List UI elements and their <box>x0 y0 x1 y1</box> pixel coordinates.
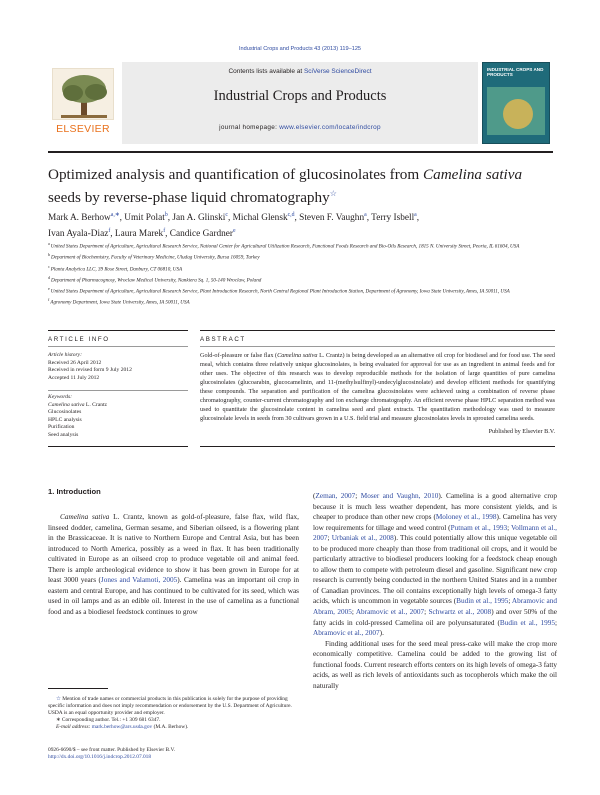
citation-separator: ; <box>355 492 361 500</box>
contents-line <box>122 68 478 75</box>
author-separator: , <box>227 213 233 224</box>
intro-text: ). Camelina has very low requirements for tillage and weed control ( <box>313 513 557 532</box>
author-separator: , <box>119 213 125 224</box>
keyword-species-suffix: L. Crantz <box>84 401 108 408</box>
footnotes <box>48 696 299 731</box>
author-separator: , <box>416 213 420 224</box>
citation-separator: ; <box>351 608 356 617</box>
affiliation <box>48 263 556 274</box>
journal-citation[interactable]: Industrial Crops and Products 43 (2013) 119–125 <box>238 46 362 52</box>
affiliation-text: United States Department of Agriculture, Agricultural Research Service, National Center for Agricultural Utilization Research, Functional Foods Research and Bio-Oils Research, 1815 N. University Street, Peoria, IL 61604, USA <box>50 243 520 250</box>
cover-title: INDUSTRIAL CROPS AND PRODUCTS <box>487 67 544 78</box>
affiliation-key: d <box>48 274 51 280</box>
citation-link[interactable]: Abramovic et al., 2007 <box>355 608 425 617</box>
affiliation-text: United States Department of Agriculture, Agricultural Research Service, Plant Introduction Research, North Central Regional Plant Introduction Station, Department of Agronomy, Iowa State University, Ames, IA 50011, USA <box>50 288 510 295</box>
citation-link[interactable]: Urbaniak et al., 2008 <box>331 534 394 543</box>
email-footnote <box>48 724 299 731</box>
journal-masthead <box>48 62 553 144</box>
article-history <box>48 352 188 382</box>
footnote-rule <box>48 688 108 689</box>
author-separator: , <box>167 213 173 224</box>
affiliation-key: f <box>48 297 51 303</box>
author-separator: , <box>294 213 300 224</box>
history-accepted: Accepted 11 July 2012 <box>48 374 100 381</box>
intro-text: L. Crantz, known as gold-of-pleasure, false flax, wild flax, linseed dodder, camelina, German sesame, and Siberian oilseed, is a flowering plant in the Brassicaceae. It is native to Northern Europe and Central Asia, but has been introduced to North America, possibly as a weed in flax. It has been traditionally cultivated in Europe as an oilseed crop to produce vegetable oil and animal feed. There is ample archeological evidence to show it has been grown in Europe for at least 3000 years ( <box>48 513 299 585</box>
affiliation-key: e <box>48 286 51 292</box>
masthead-divider <box>48 151 553 153</box>
email-link[interactable]: mark.berhow@ars.usda.gov <box>91 724 153 730</box>
author[interactable] <box>48 229 115 239</box>
author-affiliation-marker[interactable]: e <box>233 228 236 235</box>
published-by: Published by Elsevier B.V. <box>488 428 555 435</box>
issn-line: 0926-6690/$ – see front matter. Published by Elsevier B.V. <box>48 747 176 753</box>
citation-link[interactable]: Putnam et al., 1993 <box>450 523 508 532</box>
intro-paragraph-2: Finding additional uses for the seed meal press-cake will make the crop more economically competitive. Camelina could be added to the growing list of functional foods. Current research efforts centers on its high levels of omega-3 fatty acids, as well as rich levels of antioxidants such as tocopherols which make the oil naturally <box>313 639 557 690</box>
affiliation-key: b <box>48 252 51 258</box>
intro-text: ). <box>379 629 384 638</box>
citation-link[interactable]: Abramovic and Abram, 2005 <box>313 597 557 617</box>
corresponding-footnote <box>48 717 299 724</box>
author-name: Jan A. Glinski <box>172 213 226 224</box>
journal-title: Industrial Crops and Products <box>213 88 387 104</box>
contents-prefix: Contents lists available at <box>228 68 304 75</box>
intro-paragraph-1 <box>48 512 299 617</box>
corresponding-text: Corresponding author. Tel.: +1 309 681 6347. <box>61 717 161 723</box>
email-suffix: (M.A. Berhow). <box>152 724 189 730</box>
author-name: Ivan Ayala-Diaz <box>48 229 109 240</box>
author-name: Laura Marek <box>114 229 164 240</box>
citation-link[interactable]: Schwartz et al., 2008 <box>428 608 492 617</box>
info-top-rule <box>48 330 188 331</box>
citation-link[interactable]: Moloney et al., 1998 <box>435 513 497 522</box>
corresponding-marker: ∗ <box>56 717 61 723</box>
affiliation-key: c <box>48 263 51 269</box>
intro-species: Camelina sativa <box>60 513 110 521</box>
history-received: Received 26 April 2012 <box>48 359 102 366</box>
citation-separator: ; <box>424 608 429 617</box>
citation-link[interactable]: Moser and Vaughn, 2010 <box>360 492 439 500</box>
citation-separator: ; <box>554 618 557 627</box>
history-label: Article history: <box>48 352 83 358</box>
affiliation <box>48 251 556 262</box>
author[interactable] <box>115 229 170 239</box>
affiliation <box>48 240 556 251</box>
affiliation-text: Department of Pharmacognosy, Wroclaw Medical University, Nankiera Sq. 1, 50-140 Wroclaw, Poland <box>51 277 262 284</box>
footnote-marker[interactable]: ☆ <box>56 696 61 702</box>
keyword-species <box>48 402 188 410</box>
author-name: Michal Glensk <box>232 213 288 224</box>
author[interactable] <box>48 213 124 223</box>
keyword: Seed analysis <box>48 431 79 438</box>
journal-cover-thumbnail[interactable] <box>482 62 550 144</box>
author-separator: , <box>110 229 115 240</box>
abstract-species: Camelina sativa <box>277 352 318 359</box>
affiliations <box>48 240 556 308</box>
intro-text: ). This could potentially allow this unique vegetable oil to be produced more cheaply than those from traditional oil crops, and it would be particularly attractive to biodiesel producers looking for a feedstock cheap enough to allow them to compete with petroleum diesel and gasoline. Significant new crop research is currently being conducted in the northern United States and in a number of Canadian provinces. The oil contains exceptionally high levels of omega-3 fatty acids, which is uncommon in vegetable sources ( <box>313 534 557 606</box>
author[interactable] <box>371 213 419 223</box>
abstract-text-rest: L. Crantz) is being developed as an alternative oil crop for biodiesel and for food use. The seed meal, which contains three relatively unique glucosinolates, is being evaluated for approval for use as an ingredient in animal feeds and for other uses. The objective of this research was to develop reproducible methods for the isolation of large quantities of pure camelina glucosinolates (glucoarabin, glucocamelinin, and 11-(methylsulfinyl)-undecylglucosinolate) and develop efficient methods for quantifying these compounds. The separation and purification of the camelina glucosinolates were achieved using a combination of reverse phase chromatography, counter-current chromatography and ion exchange chromatography. An efficient reverse phase HPLC separation method was used to quantitate the glucosinolate content in camelina seed and plant extracts. The quantitation methodology was used to measure glucosinolate levels in seeds from 30 cultivars grown in a U.S. field trial and measure glucosinolates levels in sprouted camelina seeds. <box>200 352 555 422</box>
article-info-heading: ARTICLE INFO <box>48 336 110 343</box>
author[interactable] <box>124 213 172 223</box>
author-affiliation-marker[interactable]: c <box>225 212 228 218</box>
affiliation-text: Agronomy Department, Iowa State University, Ames, IA 50011, USA <box>50 300 190 307</box>
keywords-label: Keywords: <box>48 394 73 400</box>
author-name: Mark A. Berhow <box>48 213 111 224</box>
intro-text: ). Camelina is a good alternative crop because it is much less weather dependent, has more consistent yields, and is cheaper to produce than other new crops ( <box>313 492 557 522</box>
title-text: Optimized analysis and quantification of glucosinolates from <box>48 166 423 183</box>
citation-separator: ; <box>507 523 511 532</box>
affiliation-text: Department of Biochemistry, Faculty of Veterinary Medicine, Uludag University, Bursa 16059, Turkey <box>51 254 260 261</box>
citation-separator: ; <box>327 534 332 543</box>
author[interactable] <box>233 213 300 223</box>
author[interactable] <box>172 213 232 223</box>
author[interactable] <box>170 229 236 239</box>
abstract-top-rule <box>200 330 555 331</box>
author-list <box>48 209 558 241</box>
journal-homepage <box>122 124 478 131</box>
sciencedirect-link[interactable]: SciVerse ScienceDirect <box>303 68 372 75</box>
author[interactable] <box>299 213 371 223</box>
author-name: Candice Gardner <box>169 229 234 240</box>
page-footer <box>48 747 299 761</box>
affiliation <box>48 296 556 307</box>
elsevier-wordmark: ELSEVIER <box>56 123 110 135</box>
author-affiliation-marker[interactable]: a <box>414 212 417 218</box>
disclaimer-footnote <box>48 696 299 717</box>
keyword-species-name: Camelina sativa <box>48 401 85 408</box>
citation-link[interactable]: Vollmann et al., 2007 <box>313 523 557 543</box>
abstract-heading: ABSTRACT <box>200 336 246 343</box>
citation-link[interactable]: Jones and Valamoti, 2005 <box>100 576 178 585</box>
cover-image-detail <box>503 99 533 129</box>
title-text-end: seeds by reverse-phase liquid chromatography <box>48 189 330 207</box>
abstract-text: Gold-of-pleasure or false flax ( <box>200 352 278 359</box>
affiliation <box>48 285 556 296</box>
homepage-prefix: journal homepage: <box>219 124 280 131</box>
keyword: HPLC analysis <box>48 416 82 423</box>
citation-separator: ; <box>508 597 512 606</box>
intro-paragraph-1-cont <box>313 491 557 639</box>
intro-text: ( <box>313 492 316 500</box>
elsevier-logo[interactable] <box>48 68 118 138</box>
citation-link[interactable]: Budin et al., 1995 <box>499 618 555 627</box>
title-species: Camelina sativa <box>422 166 523 183</box>
keyword: Glucosinolates <box>48 409 82 416</box>
author-affiliation-marker[interactable]: f <box>108 228 111 235</box>
affiliation-text: Planta Analytica LLC, 39 Rose Street, Danbury, CT 06810, USA <box>50 266 183 273</box>
author-name: Terry Isbell <box>371 213 415 224</box>
author-affiliation-marker[interactable]: b <box>164 212 168 218</box>
intro-left-column <box>48 512 299 617</box>
elsevier-tree-icon <box>52 68 114 120</box>
introduction-heading: 1. Introduction <box>48 487 101 496</box>
title-footnote-marker[interactable]: ☆ <box>329 189 337 198</box>
author-separator: , <box>366 213 372 224</box>
author-affiliation-marker[interactable]: c,d <box>287 212 295 218</box>
author-affiliation-marker[interactable]: a,∗ <box>110 212 120 218</box>
abstract-body <box>200 352 555 424</box>
article-title <box>48 165 558 207</box>
doi-link[interactable]: http://dx.doi.org/10.1016/j.indcrop.2012.07.018 <box>48 754 152 760</box>
author-affiliation-marker[interactable]: a <box>364 212 367 218</box>
author-affiliation-marker[interactable]: f <box>163 228 166 235</box>
citation-link[interactable]: Budin et al., 1995 <box>456 597 509 606</box>
intro-text: ) and over 50% of the fatty acids in cold-pressed Camelina oil are polyunsaturated ( <box>313 608 557 627</box>
citation-link[interactable]: Zeman, 2007 <box>315 492 356 500</box>
intro-text: ). Camelina was an important oil crop in eastern and central Europe, and has continued to be cultivated for its seed, which was used in oil lamps and as an edible oil. Interest in the use of camelina as a functional food and as a biodiesel feedstock continues to grow <box>48 576 300 616</box>
keywords <box>48 394 188 440</box>
abstract-sub-rule <box>200 346 555 347</box>
affiliation <box>48 274 556 285</box>
author-name: Steven F. Vaughn <box>299 213 365 224</box>
abstract-bottom-rule <box>200 446 555 447</box>
author-name: Umit Polat <box>124 213 165 224</box>
author-separator: , <box>165 229 170 240</box>
keyword: Purification <box>48 424 75 431</box>
email-label: E-mail address: <box>56 724 92 730</box>
keywords-rule <box>48 390 188 391</box>
history-revised: Received in revised form 9 July 2012 <box>48 367 132 374</box>
info-sub-rule <box>48 346 188 347</box>
info-bottom-rule <box>48 446 188 447</box>
journal-banner <box>122 62 478 144</box>
disclaimer-text: Mention of trade names or commercial products in this publication is solely for the purpose of providing specific information and does not imply recommendation or endorsement by the U.S. Department of Agriculture. USDA is an equal opportunity provider and employer. <box>48 696 292 716</box>
affiliation-key: a <box>48 241 51 246</box>
intro-right-column <box>313 491 557 691</box>
citation-link[interactable]: Abramovic et al., 2007 <box>313 629 380 638</box>
homepage-link[interactable]: www.elsevier.com/locate/indcrop <box>279 124 381 131</box>
